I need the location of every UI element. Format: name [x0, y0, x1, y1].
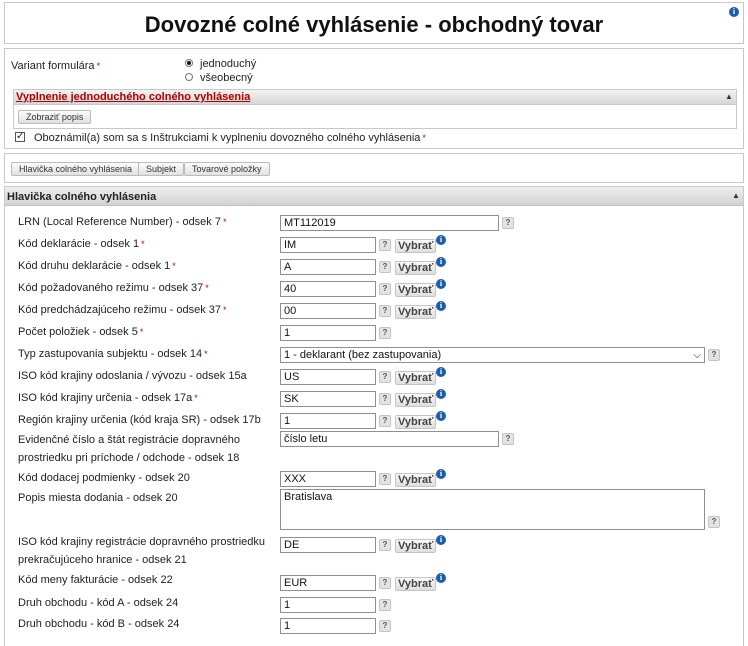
help-icon[interactable]: ?: [379, 415, 391, 427]
help-icon[interactable]: ?: [708, 349, 720, 361]
subpanel-title[interactable]: Vyplnenie jednoduchého colného vyhlásenia: [16, 91, 251, 103]
acknowledge-checkbox[interactable]: ✓: [16, 131, 25, 143]
help-icon[interactable]: ?: [379, 599, 391, 611]
required-mark: *: [96, 61, 101, 71]
field-label-transport-id: Evidenčné číslo a štát registrácie dopravného: [18, 434, 240, 446]
subpanel-header[interactable]: [14, 90, 736, 105]
select-button[interactable]: Vybrať: [395, 283, 436, 297]
help-icon[interactable]: ?: [379, 620, 391, 632]
field-label-destination-country: ISO kód krajiny určenia - odsek 17a *: [18, 392, 198, 404]
delivery-place-textarea[interactable]: Bratislava: [280, 489, 705, 530]
radio-option-general[interactable]: [185, 72, 253, 84]
radio-simple[interactable]: [185, 59, 193, 67]
help-icon[interactable]: ?: [379, 283, 391, 295]
required-mark: *: [422, 133, 426, 143]
help-icon[interactable]: ?: [379, 327, 391, 339]
select-button[interactable]: Vybrať: [395, 539, 436, 553]
declaration-code-input[interactable]: IM: [280, 237, 376, 253]
info-icon[interactable]: i: [436, 235, 446, 245]
lrn-input[interactable]: MT112019: [280, 215, 499, 231]
radio-simple-label: jednoduchý: [200, 58, 257, 70]
invoice-currency-input[interactable]: EUR: [280, 575, 376, 591]
section-title: Hlavička colného vyhlásenia: [7, 191, 157, 203]
delivery-terms-input[interactable]: XXX: [280, 471, 376, 487]
info-icon[interactable]: i: [436, 411, 446, 421]
field-label-previous-procedure: Kód predchádzajúceho režimu - odsek 37 *: [18, 304, 227, 316]
radio-option-simple[interactable]: [185, 58, 256, 70]
dispatch-country-input[interactable]: US: [280, 369, 376, 385]
radio-general-label: všeobecný: [200, 72, 253, 84]
header-section-panel: [4, 186, 744, 646]
info-icon[interactable]: i: [436, 367, 446, 377]
field-label-dispatch-country: ISO kód krajiny odoslania / vývozu - odsek 15a: [18, 370, 247, 382]
info-icon[interactable]: i: [436, 389, 446, 399]
title-panel: [4, 2, 744, 44]
tabs-panel: [4, 153, 744, 183]
chevron-down-icon: ⌵: [693, 350, 701, 361]
field-label-border-transport-country-line2: prekračujúceho hranice - odsek 21: [18, 554, 187, 566]
select-button[interactable]: Vybrať: [395, 473, 436, 487]
tab-goods-items[interactable]: Tovarové položky: [184, 162, 270, 176]
help-icon[interactable]: ?: [708, 516, 720, 528]
transaction-a-input[interactable]: 1: [280, 597, 376, 613]
field-label-transport-id-line2: prostriedku pri príchode / odchode - odsek 18: [18, 452, 240, 464]
section-header[interactable]: [5, 187, 743, 206]
page-title: Dovozné colné vyhlásenie - obchodný tovar: [144, 12, 604, 37]
info-icon[interactable]: i: [436, 279, 446, 289]
select-button[interactable]: Vybrať: [395, 371, 436, 385]
help-icon[interactable]: ?: [502, 217, 514, 229]
simple-declaration-subpanel: [13, 89, 737, 129]
acknowledge-label: Oboznámil(a) som sa s Inštrukciami k vyplneniu dovozného colného vyhlásenia: [34, 132, 421, 144]
help-icon[interactable]: ?: [379, 473, 391, 485]
destination-country-input[interactable]: SK: [280, 391, 376, 407]
field-label-representation-type: Typ zastupovania subjektu - odsek 14 *: [18, 348, 208, 360]
field-label-declaration-type: Kód druhu deklarácie - odsek 1 *: [18, 260, 176, 272]
help-icon[interactable]: ?: [379, 539, 391, 551]
transport-id-input[interactable]: číslo letu: [280, 431, 499, 447]
info-icon[interactable]: i: [436, 535, 446, 545]
select-button[interactable]: Vybrať: [395, 261, 436, 275]
info-icon[interactable]: i: [436, 573, 446, 583]
select-button[interactable]: Vybrať: [395, 577, 436, 591]
representation-type-select[interactable]: [280, 347, 705, 363]
declaration-type-input[interactable]: A: [280, 259, 376, 275]
field-label-transaction-b: Druh obchodu - kód B - odsek 24: [18, 618, 180, 630]
help-icon[interactable]: ?: [379, 305, 391, 317]
collapse-icon[interactable]: ▲: [725, 92, 733, 101]
help-icon[interactable]: ?: [379, 371, 391, 383]
collapse-icon[interactable]: ▲: [732, 191, 740, 200]
info-icon[interactable]: i: [436, 257, 446, 267]
help-icon[interactable]: ?: [379, 577, 391, 589]
help-icon[interactable]: ?: [379, 393, 391, 405]
select-button[interactable]: Vybrať: [395, 239, 436, 253]
representation-type-value: 1 - deklarant (bez zastupovania): [284, 349, 442, 361]
variant-panel: [4, 48, 744, 149]
tab-subject[interactable]: Subjekt: [138, 162, 184, 176]
variant-label: [11, 60, 100, 72]
field-label-delivery-terms: Kód dodacej podmienky - odsek 20: [18, 472, 190, 484]
field-label-delivery-place: Popis miesta dodania - odsek 20: [18, 492, 178, 504]
field-label-declaration-code: Kód deklarácie - odsek 1 *: [18, 238, 145, 250]
previous-procedure-input[interactable]: 00: [280, 303, 376, 319]
show-description-button[interactable]: Zobraziť popis: [18, 110, 91, 124]
radio-general[interactable]: [185, 73, 193, 81]
help-icon[interactable]: ?: [379, 261, 391, 273]
select-button[interactable]: Vybrať: [395, 305, 436, 319]
transaction-b-input[interactable]: 1: [280, 618, 376, 634]
field-label-item-count: Počet položiek - odsek 5 *: [18, 326, 144, 338]
variant-label-text: Variant formulára: [11, 60, 95, 72]
help-icon[interactable]: ?: [502, 433, 514, 445]
tab-header[interactable]: Hlavička colného vyhlásenia: [11, 162, 140, 176]
select-button[interactable]: Vybrať: [395, 415, 436, 429]
destination-region-input[interactable]: 1: [280, 413, 376, 429]
info-icon[interactable]: i: [436, 301, 446, 311]
border-transport-country-input[interactable]: DE: [280, 537, 376, 553]
field-label-requested-procedure: Kód požadovaného režimu - odsek 37 *: [18, 282, 209, 294]
item-count-input[interactable]: 1: [280, 325, 376, 341]
info-icon[interactable]: i: [729, 7, 739, 17]
field-label-invoice-currency: Kód meny fakturácie - odsek 22: [18, 574, 173, 586]
field-label-border-transport-country: ISO kód krajiny registrácie dopravného prostriedku: [18, 536, 266, 548]
field-label-lrn: LRN (Local Reference Number) - odsek 7 *: [18, 216, 227, 228]
select-button[interactable]: Vybrať: [395, 393, 436, 407]
requested-procedure-input[interactable]: 40: [280, 281, 376, 297]
info-icon[interactable]: i: [436, 469, 446, 479]
acknowledge-row: [15, 132, 426, 144]
field-label-transaction-a: Druh obchodu - kód A - odsek 24: [18, 597, 179, 609]
field-label-destination-region: Región krajiny určenia (kód kraja SR) - odsek 17b: [18, 414, 261, 426]
help-icon[interactable]: ?: [379, 239, 391, 251]
